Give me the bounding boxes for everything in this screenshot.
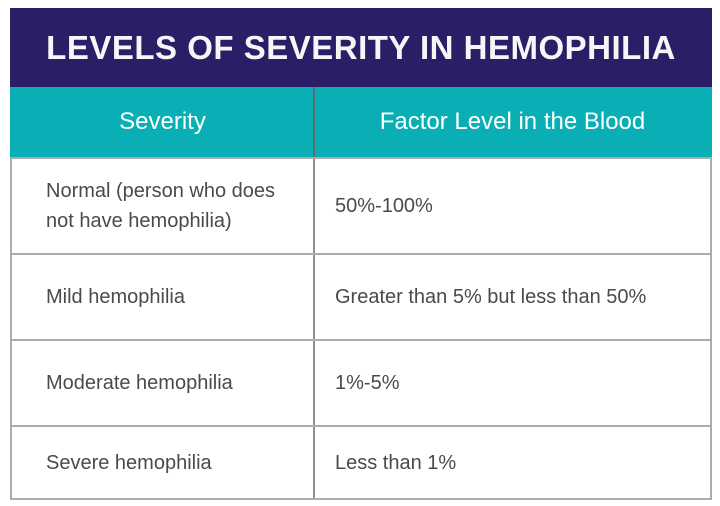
table-header-row xyxy=(10,87,712,157)
table-row-mild xyxy=(12,253,710,339)
page-title: LEVELS OF SEVERITY IN HEMOPHILIA xyxy=(46,28,676,66)
cell-factor-level: Less than 1% xyxy=(335,451,457,474)
cell-factor-level: Greater than 5% but less than 50% xyxy=(335,286,647,308)
cell-severity: Normal (person who does not have hemophilia) xyxy=(12,159,315,253)
cell-severity: Severe hemophilia xyxy=(12,427,315,498)
table-row-moderate xyxy=(12,339,710,425)
cell-severity: Moderate hemophilia xyxy=(12,341,315,425)
table-row-normal xyxy=(12,157,710,253)
column-header-factor-level: Factor Level in the Blood xyxy=(379,108,646,135)
cell-factor-level: 1%-5% xyxy=(335,372,400,394)
table-row-severe xyxy=(12,425,710,498)
cell-factor-level: 50%-100% xyxy=(335,195,433,217)
title-banner xyxy=(10,8,712,87)
cell-severity: Mild hemophilia xyxy=(12,255,315,339)
severity-table xyxy=(10,87,712,500)
column-header-severity: Severity xyxy=(12,87,315,157)
